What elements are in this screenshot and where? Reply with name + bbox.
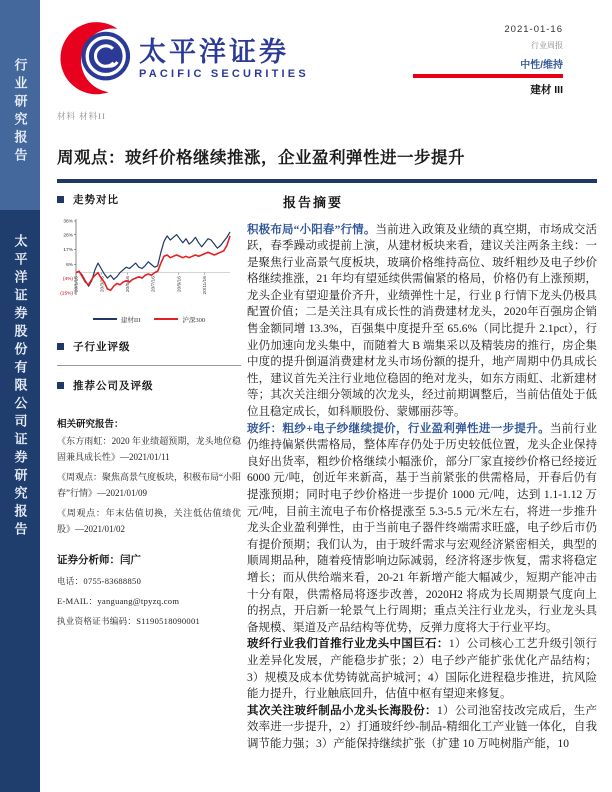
square-bullet-icon: [57, 196, 64, 203]
summary-paragraph: 玻纤行业我们首推行业龙头中国巨石：1）公司核心工艺升级引领行业差异化发展，产能稳步扩张；2）电子纱产能扩张优化产品结构；3）规模及成本优势铸就高护城河；4）国际化进程稳步推进，抗风险能力提升，行业触底回升，估值中枢有望迎来修复。: [247, 638, 598, 701]
sidebar: [0, 0, 40, 792]
summary-paragraphs: [247, 222, 597, 753]
paragraph-lead: 玻纤行业我们首推行业龙头中国巨石：: [247, 638, 449, 651]
legend-line-icon: [93, 318, 117, 320]
section-trend: [57, 192, 241, 207]
sidebar-bottom-band: [0, 210, 40, 792]
right-column: [247, 192, 597, 753]
page-title: 周观点：玻纤价格继续推涨，企业盈利弹性进一步提升: [57, 148, 465, 167]
section-sub-rating-label: 子行业评级: [73, 341, 131, 353]
brand: [57, 20, 309, 98]
summary-heading: 报告摘要: [283, 194, 344, 210]
svg-text:28%: 28%: [63, 232, 73, 238]
square-bullet-icon: [57, 382, 64, 389]
body-columns: [57, 192, 597, 753]
related-report-item: 《周观点：年末估值切换，关注低估值绩优股》—2021/01/02: [57, 507, 241, 534]
paragraph-lead: 积极布局“小阳春”行情。: [247, 223, 376, 236]
analyst-license: 执业资格证书编码：S1190518090001: [57, 615, 201, 626]
trend-chart-svg: [57, 214, 237, 310]
svg-text:20/1/16: 20/1/16: [74, 275, 80, 292]
paragraph-lead: 玻纤：粗纱+电子纱继续提价，行业盈利弹性进一步提升。: [247, 422, 550, 435]
analyst-name: 证券分析师：闫广: [57, 554, 141, 566]
sidebar-top-label: 行业研究报告: [12, 58, 28, 166]
square-bullet-icon: [57, 343, 64, 350]
red-rule: [413, 74, 563, 78]
analyst-email: E-MAIL：yanguang@tpyzq.com: [57, 595, 180, 606]
paragraph-lead: 其次关注玻纤制品小龙头长海股份：: [247, 704, 437, 717]
pacific-securities-logo-icon: [57, 20, 133, 98]
analyst-phone: 电话：0755-83688850: [57, 575, 142, 586]
industry-tag: 建材 III: [530, 84, 563, 96]
related-reports-heading: 相关研究报告：: [57, 419, 124, 430]
svg-text:17%: 17%: [63, 247, 73, 253]
trend-chart: [57, 214, 241, 324]
sidebar-bottom-label: 太平洋证券股份有限公司证券研究报告: [12, 234, 28, 540]
navy-rule: [57, 179, 597, 183]
section-trend-label: 走势对比: [73, 194, 119, 206]
svg-text:20/5/16: 20/5/16: [125, 275, 131, 292]
section-sub-rating: [57, 339, 241, 354]
report-type: 行业周报: [531, 41, 563, 50]
svg-text:20/11/16: 20/11/16: [202, 275, 208, 294]
report-meta: [413, 24, 563, 97]
svg-text:6%: 6%: [66, 262, 73, 268]
legend-line-icon: [154, 318, 178, 320]
related-report-item: 《东方雨虹：2020 年业绩超预期，龙头地位稳固兼具成长性》—2021/01/11: [57, 435, 241, 462]
brand-text: [139, 38, 309, 80]
brand-name-cn: 太平洋证券: [139, 37, 289, 68]
industry-rating: 中性/维持: [520, 60, 563, 71]
summary-paragraph: 玻纤：粗纱+电子纱继续提价，行业盈利弹性进一步提升。当前行业仍维持偏紧供需格局，整体库存仍处于历史较低位置，龙头企业保持良好出货率，粗纱价格继续小幅涨价，部分厂家直接纱价格已经接近 6000 元/吨，创近年来新高，基于当前紧张的供需格局，开春后仍有提涨预期；同时电子纱价格进一步提价 1000 元/吨，达到 1.1-1.12 万元/吨，目前主流电子布价格提涨至 5.3-5.5 元/米左右，将进一步推升龙头企业盈利弹性，由于当前电子器件终端需求旺盛，电子纱后市仍有提价预期；我们认为，由于玻纤需求与宏观经济紧密相关，典型的顺周期品种，随着疫情影响边际减弱，经济将逐步恢复，需求将稳定增长；而从供给端来看，20-21 年新增产能大幅减少，短期产能冲击十分有限，供需格局将逐步改善，2020H2 将成为长周期景气度向上的拐点，开启新一轮景气上行周期；重点关注行业龙头，行业龙头具备规模、渠道及产品结构等优势，反弹力度将大于行业平均。: [247, 422, 597, 634]
brand-name-en: PACIFIC SECURITIES: [139, 67, 309, 80]
related-report-item: 《周观点：聚焦高景气度板块，积极布局“小阳春”行情》—2021/01/09: [57, 471, 241, 498]
chart-legend: [57, 315, 241, 324]
svg-text:20/3/16: 20/3/16: [100, 275, 106, 292]
sidebar-top-band: [0, 0, 40, 210]
report-date: 2021-01-16: [504, 24, 563, 35]
section-divider: [57, 365, 241, 366]
legend-item: [93, 315, 141, 324]
left-column: [57, 192, 241, 753]
svg-text:(15%): (15%): [60, 291, 73, 297]
summary-paragraph: 积极布局“小阳春”行情。当前进入政策及业绩的真空期，市场成交活跃，春季躁动或提前上演，从建材板块来看，建议关注两条主线：一是聚焦行业高景气度板块，玻璃价格维持高位、玻纤粗纱及电子纱价格继续推涨，21 年均有望延续供需偏紧的格局，价格仍有上涨预期，龙头企业有望迎量价齐升，业绩弹性十足，行业 β 行情下龙头仍极具配置价值；二是关注具有成长性的消费建材龙头，2020年百强房企销售金额同增 13.3%，百强集中度提升至 65.6%（同比提升 2.1pct），行业仍加速向龙头集中，而随着大 B 端集采以及精装房的推行，房企集中度的提升倒逼消费建材龙头市场份额的提升，地产周期中仍具成长性，建议首先关注行业地位稳固的绝对龙头，如东方雨虹、北新建材等；其次关注细分领域的次龙头，经过前期调整后，当前估值处于低位且稳定成长，如科顺股份、蒙娜丽莎等。: [247, 223, 597, 419]
header: [57, 20, 597, 98]
legend-item: [154, 315, 205, 324]
legend-label: 沪深300: [182, 316, 206, 324]
svg-text:20/7/16: 20/7/16: [151, 275, 157, 292]
analyst-block: [57, 552, 241, 627]
svg-text:38%: 38%: [63, 219, 73, 225]
svg-text:20/9/16: 20/9/16: [177, 275, 183, 292]
section-recommend: [57, 378, 241, 393]
related-reports: [57, 416, 241, 538]
breadcrumb: 材料 材料II: [57, 111, 106, 121]
svg-text:(4%): (4%): [62, 276, 73, 282]
content-area: [40, 0, 612, 792]
summary-paragraph: 其次关注玻纤制品小龙头长海股份：1）公司池窑技改完成后，生产效率进一步提升，2）打通玻纤纱-制品-精细化工产业链一体化，自我调节能力强；3）产能保持继续扩张（扩建 10 万吨树脂产能，10: [247, 704, 598, 750]
legend-label: 建材III: [120, 316, 141, 324]
section-recommend-label: 推荐公司及评级: [73, 380, 154, 392]
